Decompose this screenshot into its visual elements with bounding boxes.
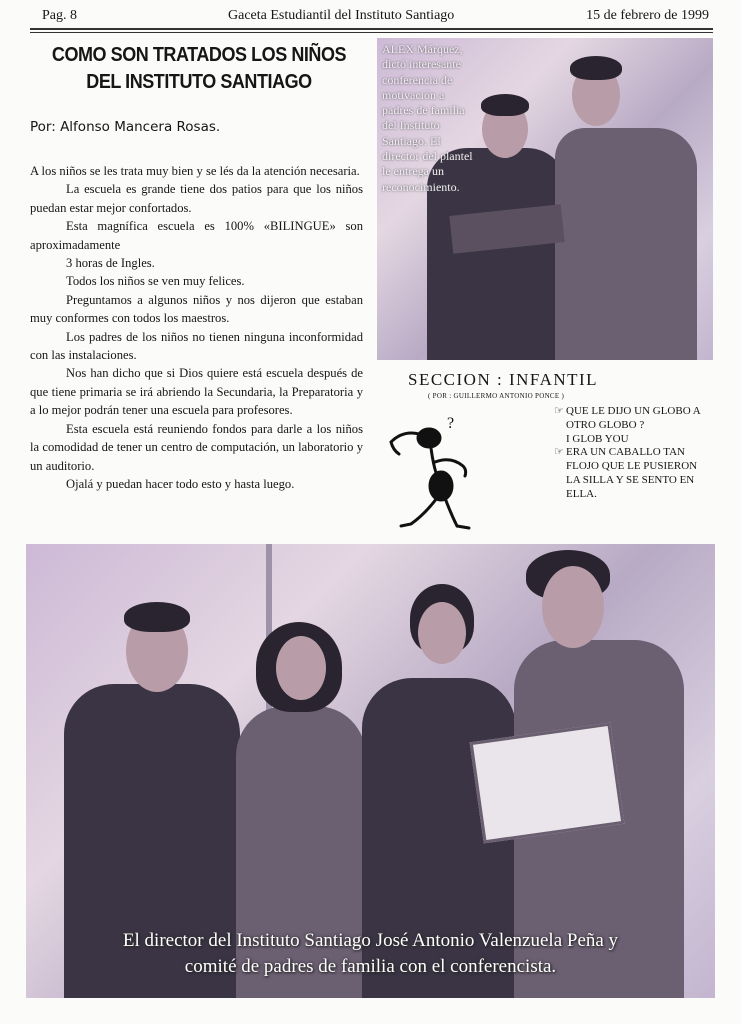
photo-bottom-caption [26, 928, 715, 980]
article-paragraph: A los niños se les trata muy bien y se lés da la atención necesaria. [30, 164, 360, 178]
svg-text:?: ? [447, 415, 455, 432]
cartoon-ant-icon [385, 410, 495, 535]
headline-line-1: COMO SON TRATADOS LOS NIÑOS [51, 44, 347, 66]
hand-pointer-icon: ☞ [554, 446, 564, 459]
photo-person-face [418, 602, 466, 664]
headline-line-2: DEL INSTITUTO SANTIAGO [86, 71, 312, 93]
photo-certificate [470, 723, 625, 844]
article-paragraph: Todos los niños se ven muy felices. [66, 274, 245, 289]
section-author: ( POR : GUILLERMO ANTONIO PONCE ) [428, 392, 565, 400]
issue-date: 15 de febrero de 1999 [586, 8, 709, 23]
article-byline: Por: Alfonso Mancera Rosas. [30, 119, 221, 135]
article-paragraph: Esta escuela está reuniendo fondos para darle a los niños la comodidad de tener un centro de computación, un laboratorio y un auditorio. [30, 421, 363, 473]
article-headline [47, 42, 351, 96]
photo-bottom-caption-line-1: El director del Instituto Santiago José Antonio Valenzuela Peña y [122, 930, 619, 951]
photo-top-caption: ALEX Márquez, dictó interesante conferencia de motivación a padres de familia del Instituto Santiago. El director del plantel le entrega un reconocimiento. [382, 42, 473, 194]
photo-conference-award [377, 38, 713, 360]
article-paragraph: Preguntamos a algunos niños y nos dijeron que estaban muy conformes con todos los maestros. [30, 292, 363, 326]
article-body [30, 162, 363, 493]
section-title: SECCION : INFANTIL [408, 370, 599, 389]
article-paragraph: Esta magnífica escuela es 100% «BILINGUE» son aproximadamente [30, 219, 363, 252]
hand-pointer-icon: ☞ [554, 405, 564, 417]
header-divider-thin [30, 32, 713, 33]
joke-item: ☞ ERA UN CABALLO TAN FLOJO QUE LE PUSIERON LA SILLA Y SE SENTO EN ELLA. [554, 446, 698, 500]
photo-group [26, 544, 715, 998]
article-paragraph: Los padres de los niños no tienen ninguna inconformidad con las instalaciones. [30, 329, 363, 363]
photo-person-hair [570, 56, 622, 80]
joke-item: ☞ QUE LE DIJO UN GLOBO A OTRO GLOBO ? [554, 405, 701, 431]
article-paragraph: Nos han dicho que si Dios quiere está escuela después de que tiene primaria se irá abriendo la Secundaria, la Preparatoria y a lo mejor podrán tener una escuela para profesores. [30, 366, 363, 418]
article-paragraph: La escuela es grande tiene dos patios para que los niños puedan estar mejor confortados. [30, 182, 363, 215]
publication-name: Gaceta Estudiantil del Instituto Santiago [228, 8, 455, 23]
section-jokes [552, 405, 712, 502]
photo-person-speaker [555, 128, 697, 360]
article-paragraph: 3 horas de Ingles. [66, 256, 155, 271]
photo-person-hair [124, 602, 190, 632]
photo-person-hair [481, 94, 529, 116]
page-header [30, 6, 713, 28]
photo-person-face [276, 636, 326, 700]
photo-person-face [542, 566, 604, 648]
joke-item: I GLOB YOU [566, 432, 629, 445]
page-number: Pag. 8 [42, 8, 77, 23]
header-divider [30, 28, 713, 30]
photo-bottom-caption-line-2: comité de padres de familia con el conferencista. [184, 956, 557, 977]
article-paragraph: Ojalá y puedan hacer todo esto y hasta luego. [66, 476, 295, 491]
